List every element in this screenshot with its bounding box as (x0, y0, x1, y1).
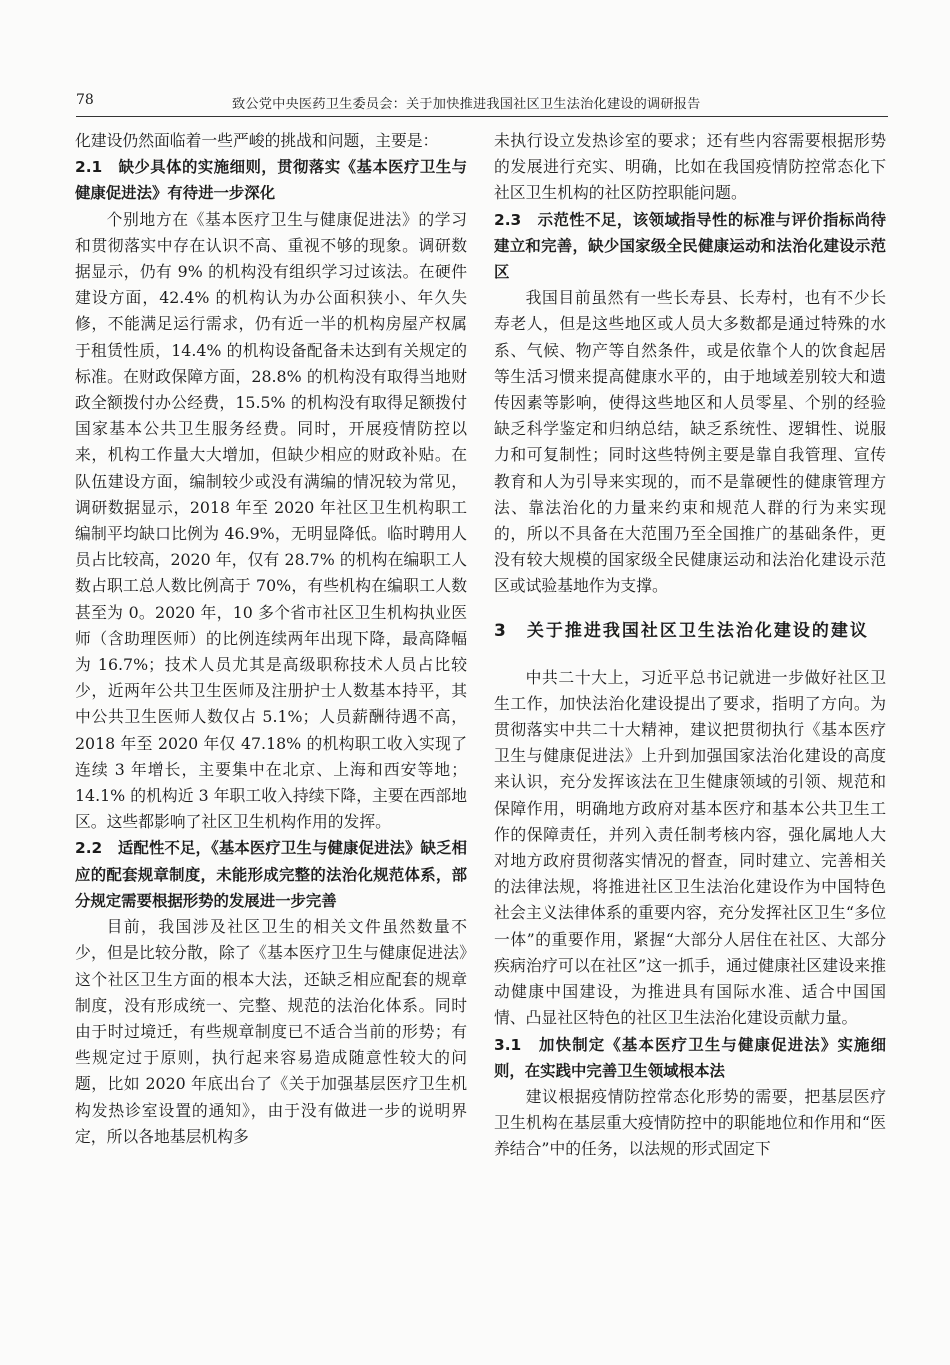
page-header (76, 92, 888, 117)
continuation-paragraph: 未执行设立发热诊室的要求；还有些内容需要根据形势的发展进行充实、明确，比如在我国疫情防控常态化下社区卫生机构的社区防控职能问题。 (494, 131, 886, 203)
section-3-body: 中共二十大上，习近平总书记就进一步做好社区卫生工作，加快法治化建设提出了要求，指明了方向。为贯彻落实中共二十大精神，建议把贯彻执行《基本医疗卫生与健康促进法》上升到加强国家法治化建设的高度来认识，充分发挥该法在卫生健康领域的引领、规范和保障作用，明确地方政府对基本医疗和基本公共卫生工作的保障责任，并列入责任制考核内容，强化属地人大对地方政府贯彻落实情况的督查，同时建立、完善相关的法律法规，将推进社区卫生法治化建设作为中国特色社会主义法律体系的重要内容，充分发挥社区卫生“多位一体”的重要作用，紧握“大部分人居住在社区、大部分疾病治疗可以在社区”这一抓手，通过健康社区建设来推动健康中国建设，为推进具有国际水准、适合中国国情、凸显社区特色的社区卫生法治化建设贡献力量。 (494, 667, 886, 1028)
section-2-2-body: 目前，我国涉及社区卫生的相关文件虽然数量不少，但是比较分散，除了《基本医疗卫生与健康促进法》这个社区卫生方面的根本大法，还缺乏相应配套的规章制度，没有形成统一、完整、规范的法治化体系。同时由于时过境迁，有些规章制度已不适合当前的形势；有些规定过于原则，执行起来容易造成随意性较大的问题，比如 2020 年底出台了《关于加强基层医疗卫生机构发热诊室设置的通知》，由于没有做进一步的说明界定，所以各地基层机构多 (75, 917, 467, 1146)
running-title: 致公党中央医药卫生委员会：关于加快推进我国社区卫生法治化建设的调研报告 (232, 97, 701, 112)
section-3-heading: 3 关于推进我国社区卫生法治化建设的建议 (494, 620, 869, 641)
section-3-1-body: 建议根据疫情防控常态化形势的需要，把基层医疗卫生机构在基层重大疫情防控中的职能地位和作用和“医养结合”中的任务，以法规的形式固定下 (494, 1086, 886, 1159)
page-number: 78 (76, 92, 94, 108)
section-2-3-heading: 2.3 示范性不足，该领域指导性的标准与评价指标尚待建立和完善，缺少国家级全民健康运动和法治化建设示范区 (494, 210, 886, 282)
section-3-1-heading: 3.1 加快制定《基本医疗卫生与健康促进法》实施细则，在实践中完善卫生领域根本法 (494, 1035, 886, 1080)
left-column (75, 128, 467, 1150)
intro-paragraph: 化建设仍然面临着一些严峻的挑战和问题，主要是： (75, 131, 439, 150)
right-column (494, 128, 886, 1163)
section-2-2-heading: 2.2 适配性不足，《基本医疗卫生与健康促进法》缺乏相应的配套规章制度，未能形成完整的法治化规范体系，部分规定需要根据形势的发展进一步完善 (75, 839, 467, 910)
section-2-1-heading: 2.1 缺少具体的实施细则，贯彻落实《基本医疗卫生与健康促进法》有待进一步深化 (75, 158, 467, 203)
section-2-1-body: 个别地方在《基本医疗卫生与健康促进法》的学习和贯彻落实中存在认识不高、重视不够的现象。调研数据显示，仍有 9% 的机构没有组织学习过该法。在硬件建设方面，42.4% 的机构认为办公面积狭小、年久失修，不能满足运行需求，仍有近一半的机构房屋产权属于租赁性质，14.4% 的机构设备配备未达到有关规定的标准。在财政保障方面，28.8% 的机构没有取得当地财政全额拨付办公经费，15.5% 的机构没有取得足额拨付国家基本公共卫生服务经费。同时，开展疫情防控以来，机构工作量大大增加，但缺少相应的财政补贴。在队伍建设方面，编制较少或没有满编的情况较为常见，调研数据显示，2018 年至 2020 年社区卫生机构职工编制平均缺口比例为 46.9%，无明显降低。临时聘用人员占比较高，2020 年，仅有 28.7% 的机构在编职工人数占职工总人数比例高于 70%，有些机构在编职工人数甚至为 0。2020 年，10 多个省市社区卫生机构执业医师（含助理医师）的比例连续两年出现下降，最高降幅为 16.7%；技术人员尤其是高级职称技术人员占比较少，近两年公共卫生医师及注册护士人数基本持平，其中公共卫生医师人数仅占 5.1%；人员薪酬待遇不高，2018 年至 2020 年仅 47.18% 的机构职工收入实现了连续 3 年增长，主要集中在北京、上海和西安等地；14.1% 的机构近 3 年职工收入持续下降，主要在西部地区。这些都影响了社区卫生机构作用的发挥。 (75, 209, 467, 832)
section-2-3-body: 我国目前虽然有一些长寿县、长寿村，也有不少长寿老人，但是这些地区或人员大多数都是通过特殊的水系、气候、物产等自然条件，或是依靠个人的饮食起居等生活习惯来提高健康水平的，由于地域差别较大和遗传因素等影响，使得这些地区和人员零星、个别的经验缺乏科学鉴定和归纳总结，缺乏系统性、逻辑性、说服力和可复制性；同时这些特例主要是靠自我管理、宣传教育和人为引导来实现的，而不是靠硬性的健康管理方法、靠法治化的力量来约束和规范人群的行为来实现的，所以不具备在大范围乃至全国推广的基础条件，更没有较大规模的国家级全民健康运动和法治化建设示范区或试验基地作为支撑。 (494, 288, 886, 596)
